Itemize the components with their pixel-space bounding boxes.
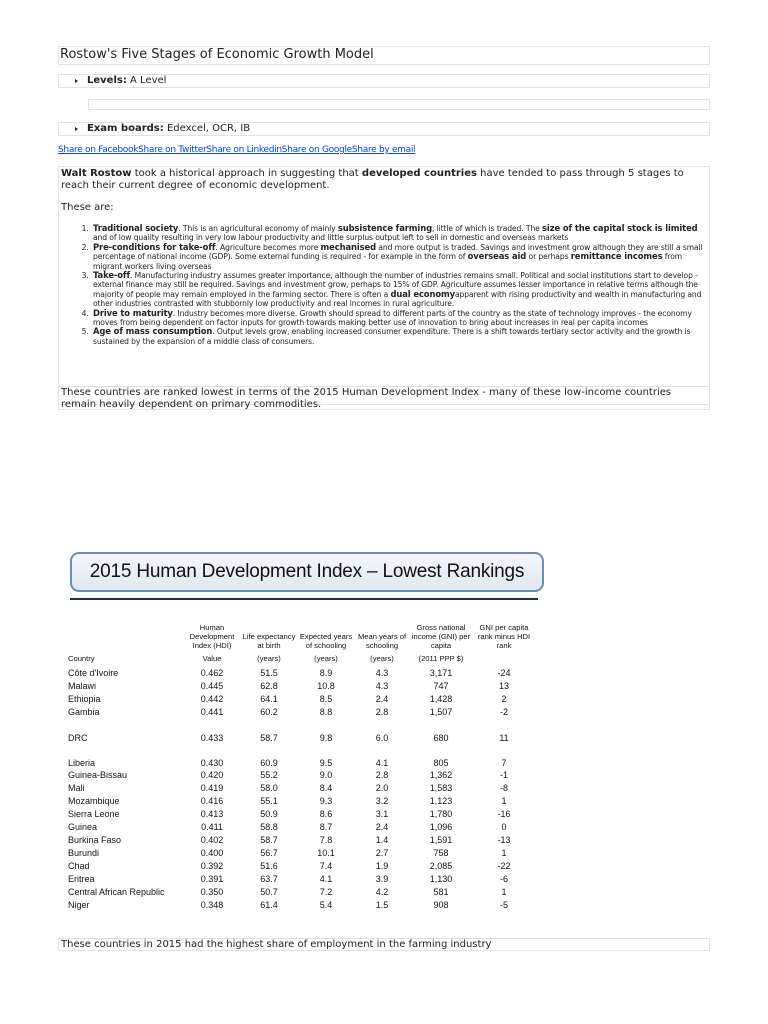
column-header	[66, 608, 182, 650]
country-cell: Mali	[68, 782, 85, 793]
table-cell: 9.3	[319, 795, 333, 806]
empty-field	[88, 99, 710, 110]
units-row	[66, 650, 534, 666]
table-cell: 8.7	[319, 821, 333, 832]
table-row	[66, 692, 534, 705]
table-cell: 10.1	[317, 847, 335, 858]
table-cell: 1,507	[429, 706, 453, 717]
country-cell: Burkina Faso	[68, 834, 122, 845]
table-cell: 8.8	[319, 706, 333, 717]
table-cell: 58.7	[260, 834, 278, 845]
table-cell: 0.348	[200, 899, 224, 910]
table-cell: 908	[433, 899, 449, 910]
table-cell: 6.0	[375, 733, 389, 743]
table-cell: 2.7	[375, 847, 389, 858]
stage-name: Traditional society	[93, 223, 179, 233]
table-cell: 8.5	[319, 693, 333, 704]
table-cell: -5	[499, 899, 508, 910]
stage-text: from migrant workers living overseas	[93, 252, 683, 271]
table-cell: 0.416	[200, 795, 224, 806]
country-cell: Niger	[68, 899, 90, 910]
country-cell: Mozambique	[68, 795, 120, 806]
table-cell: 7.8	[319, 834, 333, 845]
table-cell: 4.3	[375, 667, 389, 678]
table-cell: 8.6	[319, 808, 333, 819]
country-cell: Guinea	[68, 821, 98, 832]
exam-boards-value: Edexcel, OCR, IB	[166, 123, 251, 134]
table-cell: 0.400	[200, 847, 224, 858]
table-cell: 10.8	[317, 680, 335, 691]
table-cell: 1,583	[429, 782, 453, 793]
table-row	[66, 718, 534, 743]
table-cell: -6	[499, 873, 508, 884]
table-cell: 3.1	[375, 808, 389, 819]
table-row	[66, 859, 534, 872]
table-cell: 9.8	[319, 733, 333, 743]
table-cell: 0.433	[200, 733, 224, 743]
hdi-table-image	[66, 548, 546, 924]
table-cell: 1,123	[429, 795, 453, 806]
table-cell: 0.462	[200, 667, 224, 678]
table-cell: 1.5	[375, 899, 389, 910]
table-cell: 1,362	[429, 769, 453, 780]
table-cell: 1,130	[429, 873, 453, 884]
table-cell: -24	[497, 667, 511, 678]
stage-text: apparent with rising productivity and wealth in manufacturing and other industries contrasted with stubbornly low productivity and real incomes in rural agriculture.	[93, 289, 702, 309]
share-twitter-link[interactable]: Share on Twitter	[138, 145, 207, 155]
table-cell: 2	[501, 693, 507, 704]
table-cell: 50.9	[260, 808, 278, 819]
table-row	[66, 679, 534, 692]
table-cell: 1	[501, 847, 507, 858]
table-cell: -8	[499, 782, 508, 793]
levels-label: Levels:	[87, 75, 127, 86]
table-cell: 0.441	[200, 706, 224, 717]
country-cell: Burundi	[68, 847, 100, 858]
table-cell: -1	[499, 769, 508, 780]
stage-name: Age of mass consumption	[93, 326, 213, 337]
stage-text: . This is an agricultural economy of mainly	[178, 224, 338, 233]
table-row	[66, 898, 534, 911]
table-cell: 0.392	[200, 860, 224, 871]
table-cell: 0.445	[200, 680, 224, 691]
table-body	[66, 650, 534, 911]
table-cell: 0.350	[200, 886, 224, 897]
stages-list	[61, 224, 707, 346]
table-cell: 56.7	[260, 847, 278, 858]
exam-boards-label: Exam boards:	[87, 123, 164, 134]
author-name: Walt Rostow	[61, 168, 132, 179]
table-cell: -16	[497, 808, 511, 819]
hdi-title: 2015 Human Development Index – Lowest Rankings	[70, 552, 544, 592]
table-cell: 0.430	[200, 758, 224, 768]
column-header: GNI per capita rank minus HDI rank	[477, 623, 531, 650]
list-item	[91, 309, 707, 328]
bullet-icon	[75, 79, 78, 83]
list-item	[91, 224, 707, 243]
table-cell: 64.1	[260, 693, 278, 704]
table-cell: 13	[498, 680, 509, 691]
hdi-table	[66, 608, 534, 911]
stage-text: . Output levels grow, enabling increased consumer expenditure. There is a shift towards tertiary sector activity and the growth is sustained by the expansion of a middle class of consumers.	[93, 327, 691, 346]
table-cell: 4.3	[375, 680, 389, 691]
share-linkedin-link[interactable]: Share on Linkedin	[206, 145, 282, 155]
country-cell: Central African Republic	[68, 886, 165, 897]
these-are-text: These are:	[61, 202, 114, 213]
country-cell: Chad	[68, 860, 90, 871]
farming-employment-text: These countries in 2015 had the highest share of employment in the farming industry	[58, 938, 710, 951]
table-cell: 3.9	[375, 873, 389, 884]
table-cell: 581	[433, 886, 449, 897]
table-cell: 7	[501, 758, 507, 768]
table-cell: 747	[433, 680, 449, 691]
stage-text: and more output is traded. Savings and investment grow although they are still a small percentage of national income (GDP). Some external funding is required - for example in the form of	[93, 242, 703, 262]
table-cell: 1,591	[429, 834, 453, 845]
table-cell: 2.8	[375, 769, 389, 780]
table-cell: 3.2	[375, 795, 389, 806]
table-cell: 11	[499, 733, 509, 743]
table-cell: 680	[433, 733, 449, 743]
table-cell: 4.2	[375, 886, 389, 897]
stage-text: . Manufacturing industry assumes greater importance, although the number of industries remains small. Political and social institutions start to develop - external finance may still be required. Savings and investment grow, perhaps to 15% of GDP. Agriculture assumes lesser importance in relative terms although the majority of people may remain employed in the farming sector. There is often a	[93, 271, 698, 299]
table-cell: 58.7	[260, 733, 278, 743]
table-cell: 50.7	[260, 886, 278, 897]
table-cell: 1.4	[375, 834, 389, 845]
table-cell: 9.5	[319, 758, 333, 768]
table-cell: 63.7	[260, 873, 278, 884]
table-cell: -2	[499, 706, 508, 717]
country-cell: Malawi	[68, 680, 97, 691]
table-cell: 0.411	[201, 821, 223, 832]
table-cell: Country	[68, 653, 95, 663]
country-cell: Sierra Leone	[68, 808, 120, 819]
share-email-link[interactable]: Share by email	[351, 145, 416, 155]
column-header: Human Development Index (HDI)	[189, 623, 235, 650]
table-cell: -13	[497, 834, 511, 845]
hdi-intro-text: These countries are ranked lowest in terms of the 2015 Human Development Index - many of these low-income countries remain heavily dependent on primary commodities.	[58, 386, 710, 410]
stage-highlight: size of the capital stock is limited	[542, 223, 698, 233]
table-row	[66, 872, 534, 885]
column-header: Life expectancy at birth	[242, 632, 296, 650]
country-cell: Eritrea	[68, 873, 95, 884]
stage-name: Pre-conditions for take-off	[93, 241, 216, 252]
stage-text: and of low quality resulting in very low labour productivity and little surplus output left to sell in domestic and overseas markets	[93, 233, 569, 243]
table-row	[66, 820, 534, 833]
table-cell: 2.8	[375, 706, 389, 717]
intro-text: have tended to pass through 5 stages to reach their current degree of economic development.	[61, 168, 684, 191]
table-cell: 55.1	[260, 795, 278, 806]
table-cell: 2,085	[429, 860, 453, 871]
table-row	[66, 833, 534, 846]
table-cell: 58.8	[260, 821, 278, 832]
stage-highlight: mechanised	[320, 241, 377, 252]
country-cell: Côte d'Ivoire	[68, 667, 119, 678]
country-cell: Liberia	[68, 758, 96, 768]
table-cell: 51.5	[260, 667, 278, 678]
table-cell: (years)	[370, 653, 394, 663]
stage-text: , little of which is traded. The	[431, 224, 543, 233]
table-cell: 0.413	[200, 808, 224, 819]
table-cell: 0.419	[200, 782, 224, 793]
table-cell: 51.6	[260, 860, 278, 871]
table-row	[66, 781, 534, 794]
table-cell: 3,171	[429, 667, 453, 678]
column-header: Gross national income (GNI) per capita	[411, 623, 471, 650]
intro-paragraph	[61, 168, 707, 192]
bullet-icon	[75, 127, 78, 131]
table-cell: 2.0	[375, 782, 389, 793]
share-links	[58, 145, 415, 155]
intro-text: took a historical approach in suggesting that	[131, 168, 362, 179]
stage-text: . Industry becomes more diverse. Growth should spread to different parts of the country as the state of technology improves - the economy moves from being dependent on factor inputs for growth towards making better use of innovation to bring about increases in real per capita incomes	[93, 308, 692, 328]
list-item	[91, 327, 707, 346]
table-row	[66, 743, 534, 768]
table-cell: 0.442	[200, 693, 224, 704]
table-cell: (2011 PPP $)	[418, 653, 464, 663]
table-cell: 0	[501, 821, 507, 832]
table-cell: -22	[497, 860, 511, 871]
share-facebook-link[interactable]: Share on Facebook	[58, 145, 139, 155]
stage-name: Drive to maturity	[93, 307, 173, 318]
country-cell: DRC	[68, 733, 88, 743]
table-cell: 7.2	[319, 886, 333, 897]
table-cell: 7.4	[319, 860, 333, 871]
table-cell: 1,428	[429, 693, 453, 704]
table-cell: 2.4	[375, 821, 389, 832]
table-cell: 60.9	[260, 758, 278, 768]
stage-highlight: dual economy	[390, 288, 455, 299]
list-item	[91, 271, 707, 309]
stage-text: or perhaps	[526, 252, 571, 262]
table-cell: 805	[433, 758, 449, 768]
table-cell: 5.4	[319, 899, 333, 910]
table-row	[66, 794, 534, 807]
column-header: Expected years of schooling	[299, 632, 353, 650]
table-cell: 4.1	[319, 873, 333, 884]
article-content	[58, 166, 710, 405]
table-row	[66, 768, 534, 781]
page-title: Rostow's Five Stages of Economic Growth Model	[58, 46, 710, 65]
table-cell: 758	[433, 847, 449, 858]
levels-item	[58, 74, 710, 88]
country-cell: Ethiopia	[68, 693, 101, 704]
table-cell: 62.8	[260, 680, 278, 691]
country-cell: Gambia	[68, 706, 100, 717]
table-cell: Value	[202, 653, 222, 663]
country-cell: Guinea-Bissau	[68, 769, 128, 780]
table-cell: (years)	[257, 653, 281, 663]
table-header-row	[66, 608, 534, 650]
table-cell: 9.0	[319, 769, 333, 780]
table-cell: (years)	[314, 653, 338, 663]
table-cell: 61.4	[260, 899, 278, 910]
table-cell: 1	[501, 795, 507, 806]
table-cell	[474, 650, 534, 666]
column-header: Mean years of schooling	[357, 632, 407, 650]
stage-highlight: subsistence farming	[337, 223, 432, 233]
table-cell: 1.9	[375, 860, 389, 871]
table-cell: 1	[501, 886, 507, 897]
table-cell: 55.2	[260, 769, 278, 780]
levels-value: A Level	[130, 75, 167, 86]
table-cell: 0.402	[200, 834, 224, 845]
stage-highlight: remittance incomes	[570, 251, 663, 262]
table-cell: 1,780	[429, 808, 453, 819]
stage-highlight: overseas aid	[467, 251, 527, 262]
hdi-top-rule	[70, 598, 538, 600]
table-cell: 8.4	[319, 782, 333, 793]
table-cell: 60.2	[260, 706, 278, 717]
table-cell: 0.420	[200, 769, 224, 780]
stage-text: . Agriculture becomes more	[215, 242, 321, 252]
table-row	[66, 885, 534, 898]
table-row	[66, 846, 534, 859]
intro-highlight: developed countries	[361, 168, 477, 179]
table-cell: 1,096	[429, 821, 453, 832]
exam-boards-item	[58, 122, 710, 136]
share-google-link[interactable]: Share on Google	[281, 145, 352, 155]
table-cell: 0.391	[200, 873, 224, 884]
table-row	[66, 807, 534, 820]
stage-name: Take-off	[93, 270, 131, 281]
table-cell: 58.0	[260, 782, 278, 793]
table-row	[66, 666, 534, 679]
table-cell: 8.9	[319, 667, 333, 678]
table-cell: 2.4	[375, 693, 389, 704]
table-row	[66, 705, 534, 718]
list-item	[91, 243, 707, 271]
table-cell: 4.1	[375, 758, 389, 768]
